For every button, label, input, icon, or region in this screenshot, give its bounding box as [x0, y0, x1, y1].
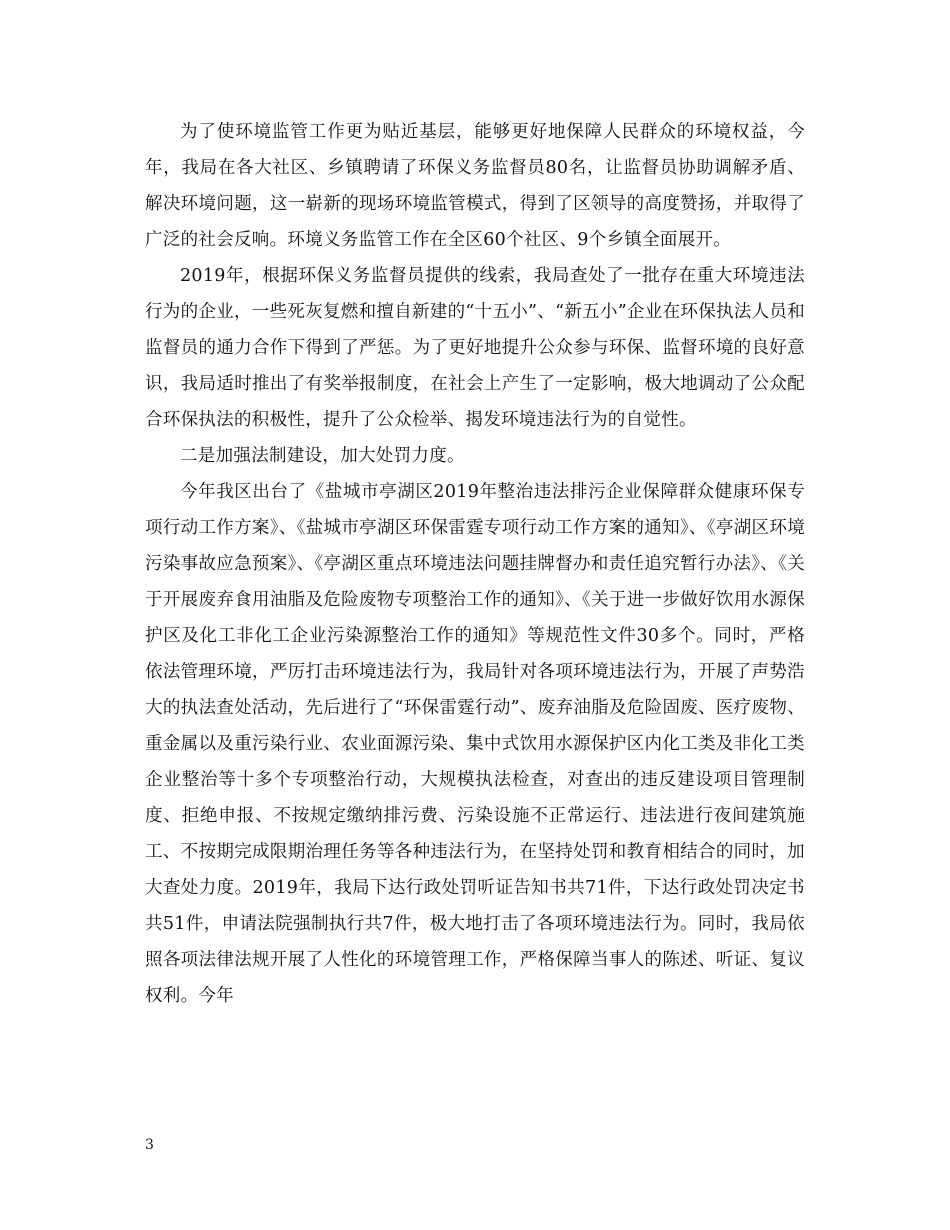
paragraph-legal-heading: 二是加强法制建设，加大处罚力度。 — [180, 446, 465, 466]
document-body — [145, 114, 805, 1014]
page-number: 3 — [145, 1137, 154, 1153]
paragraph-2019-enforcement: 2019年，根据环保义务监督员提供的线索，我局查处了一批存在重大环境违法行为的企业，一些死灰复燃和擅自新建的“十五小”、“新五小”企业在环保执法人员和监督员的通力合作下得到了严惩。为了更好地提升公众参与环保、监督环境的良好意识，我局适时推出了有奖举报制度，在社会上产生了一定影响，极大地调动了公众配合环保执法的积极性，提升了公众检举、揭发环境违法行为的自觉性。 — [145, 266, 805, 430]
paragraph-supervisors: 为了使环境监管工作更为贴近基层，能够更好地保障人民群众的环境权益，今年，我局在各大社区、乡镇聘请了环保义务监督员80名，让监督员协助调解矛盾、解决环境问题，这一崭新的现场环境监管模式，得到了区领导的高度赞扬，并取得了广泛的社会反响。环境义务监管工作在全区60个社区、9个乡镇全面展开。 — [145, 122, 805, 250]
paragraph-regulations: 今年我区出台了《盐城市亭湖区2019年整治违法排污企业保障群众健康环保专项行动工作方案》、《盐城市亭湖区环保雷霆专项行动工作方案的通知》、《亭湖区环境污染事故应急预案》、《亭湖区重点环境违法问题挂牌督办和责任追究暂行办法》、《关于开展废弃食用油脂及危险废物专项整治工作的通知》、《关于进一步做好饮用水源保护区及化工非化工企业污染源整治工作的通知》等规范性文件30多个。同时，严格依法管理环境，严厉打击环境违法行为，我局针对各项环境违法行为，开展了声势浩大的执法查处活动，先后进行了“环保雷霆行动”、废弃油脂及危险固废、医疗废物、重金属以及重污染行业、农业面源污染、集中式饮用水源保护区内化工类及非化工类企业整治等十多个专项整治行动，大规模执法检查，对查出的违反建设项目管理制度、拒绝申报、不按规定缴纳排污费、污染设施不正常运行、违法进行夜间建筑施工、不按期完成限期治理任务等各种违法行为，在坚持处罚和教育相结合的同时，加大查处力度。2019年，我局下达行政处罚听证告知书共71件，下达行政处罚决定书共51件，申请法院强制执行共7件，极大地打击了各项环境违法行为。同时，我局依照各项法律法规开展了人性化的环境管理工作，严格保障当事人的陈述、听证、复议权利。今年 — [145, 482, 805, 1006]
